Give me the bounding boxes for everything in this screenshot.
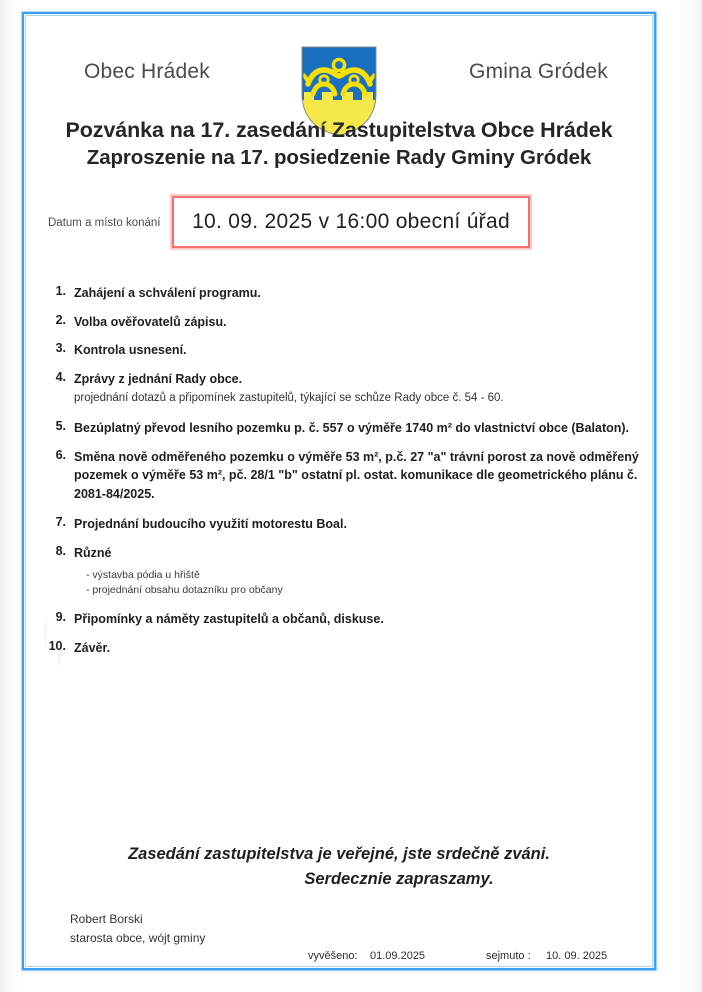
agenda-item-sublist	[74, 568, 656, 598]
meeting-datetime-label: Datum a místo konání	[48, 217, 161, 229]
agenda-item-text: Zprávy z jednání Rady obce.	[74, 371, 243, 386]
posting-dates-row	[22, 950, 656, 972]
agenda-item-number: 2.	[55, 312, 66, 327]
municipality-name-czech: Obec Hrádek	[84, 60, 210, 83]
municipality-name-polish: Gmina Gródek	[469, 60, 608, 83]
agenda-item-text: Kontrola usnesení.	[74, 343, 187, 357]
agenda-item	[22, 284, 656, 303]
agenda-item-number: 9.	[55, 610, 66, 624]
closing-line-polish: Serdecznie zapraszamy.	[304, 870, 494, 888]
posted-date: 01.09.2025	[370, 950, 426, 962]
agenda-item-text: Připomínky a náměty zastupitelů a občanů, diskuse.	[74, 612, 384, 626]
posted-label: vyvěšeno:	[308, 950, 358, 962]
agenda-item	[22, 639, 656, 658]
document-header	[22, 36, 656, 126]
agenda-item	[22, 313, 656, 332]
agenda-subitem: - výstavba pódia u hřiště	[86, 569, 200, 581]
agenda-item-note: projednání dotazů a připomínek zastupitelů, týkající se schůze Rady obce č. 54 - 60.	[74, 392, 504, 404]
agenda-item-text: Volba ověřovatelů zápisu.	[74, 314, 227, 329]
agenda-item-number: 1.	[55, 284, 66, 298]
page-title-polish: Zaproszenie na 17. posiedzenie Rady Gminy Gródek	[86, 146, 592, 169]
removed-label: sejmuto :	[486, 950, 531, 962]
agenda-item	[22, 370, 656, 408]
agenda-subitem: - projednání obsahu dotazníku pro občany	[86, 584, 283, 596]
document-content	[22, 12, 656, 970]
closing-statement	[22, 842, 656, 892]
agenda-item-number: 5.	[55, 419, 66, 433]
agenda-item-number: 3.	[55, 341, 66, 355]
meeting-datetime-highlight-box	[172, 196, 530, 248]
agenda-item-number: 10.	[48, 638, 66, 653]
agenda-item-text: Zahájení a schválení programu.	[74, 286, 261, 300]
removed-date: 10. 09. 2025	[546, 950, 608, 962]
agenda-item-text: Závěr.	[74, 640, 111, 655]
signatory-position: starosta obce, wójt gminy	[70, 931, 206, 945]
agenda-item	[22, 419, 656, 438]
agenda-item-number: 7.	[55, 515, 66, 529]
agenda-item	[22, 610, 656, 629]
agenda-item	[22, 515, 656, 534]
agenda-item-number: 4.	[55, 369, 66, 384]
agenda-item-number: 6.	[55, 447, 66, 462]
agenda-item	[22, 341, 656, 360]
meeting-datetime-row	[22, 196, 656, 256]
agenda-item	[22, 448, 656, 504]
agenda-item-text: Bezúplatný převod lesního pozemku p. č. 557 o výměře 1740 m² do vlastnictví obce (Balaton).	[74, 421, 630, 435]
closing-line-czech: Zasedání zastupitelstva je veřejné, jste srdečně zváni.	[128, 845, 550, 863]
meeting-datetime-value: 10. 09. 2025 v 16:00 obecní úřad	[192, 210, 510, 233]
signature-block	[70, 910, 205, 948]
page-title-czech: Pozvánka na 17. zasedání Zastupitelstva Obce Hrádek	[65, 118, 613, 142]
signatory-name: Robert Borski	[70, 912, 143, 926]
agenda-item	[22, 544, 656, 599]
agenda-item-text: Směna nově odměřeného pozemku o výměře 53 m², p.č. 27 "a" trávní porost za nově odměřený pozemek o výměře 53 m², pč. 28/1 "b" ostatní pl. ostat. komunikace dle geometrického plánu č. 2081-84/2025.	[74, 449, 639, 501]
agenda-list	[22, 284, 656, 667]
agenda-item-number: 8.	[55, 543, 66, 558]
agenda-item-text: Projednání budoucího využití motorestu Boal.	[74, 517, 347, 531]
document-title-block	[22, 116, 656, 172]
agenda-item-text: Různé	[74, 545, 112, 560]
